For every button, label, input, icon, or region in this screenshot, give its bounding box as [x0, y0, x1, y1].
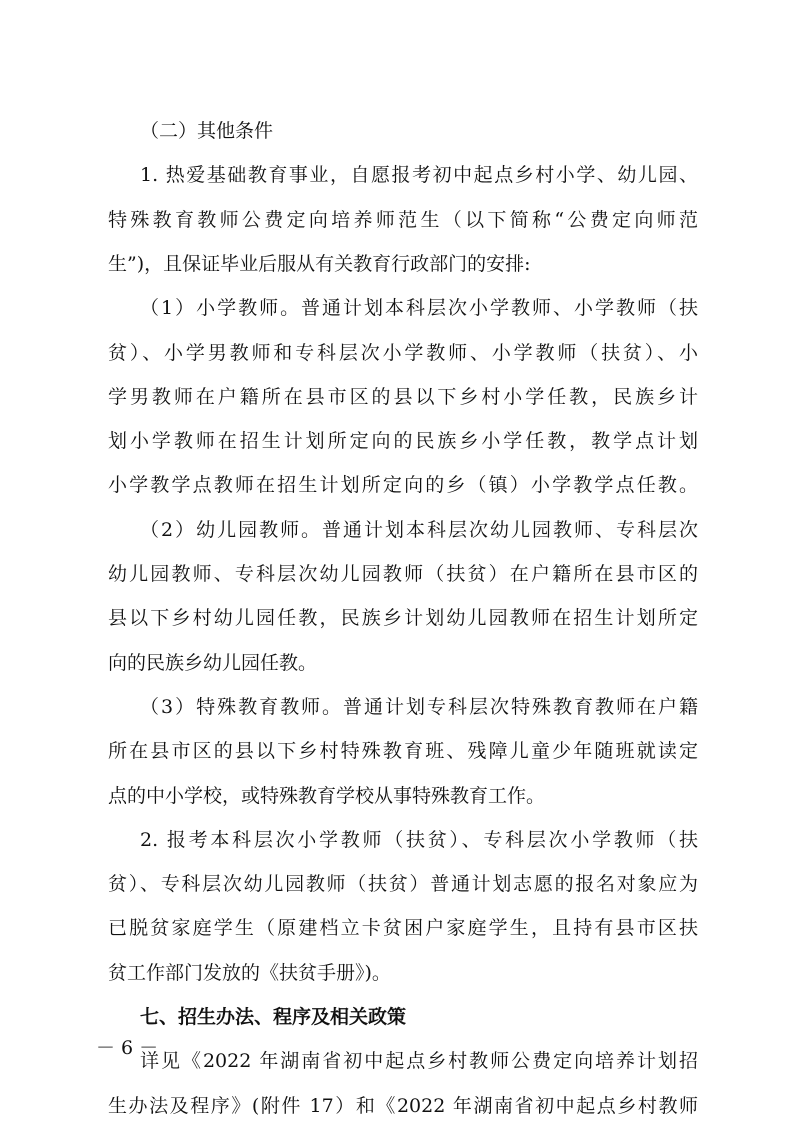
paragraph-line: 划小学教师在招生计划所定向的民族乡小学任教，教学点计划 — [108, 430, 698, 452]
paragraph-line: 特殊教育教师公费定向培养师范生（以下简称“公费定向师范 — [108, 209, 698, 231]
paragraph-line: 小学教学点教师在招生计划所定向的乡（镇）小学教学点任教。 — [108, 474, 698, 496]
paragraph-line: 点的中小学校，或特殊教育学校从事特殊教育工作。 — [108, 785, 546, 807]
paragraph-line: 向的民族乡幼儿园任教。 — [108, 652, 318, 674]
paragraph-line: 学男教师在户籍所在县市区的县以下乡村小学任教，民族乡计 — [108, 386, 698, 408]
paragraph-line: （1）小学教师。普通计划本科层次小学教师、小学教师（扶 — [140, 297, 698, 319]
paragraph-line: 已脱贫家庭学生（原建档立卡贫困户家庭学生，且持有县市区扶 — [108, 917, 698, 939]
paragraph-line: 详见《2022 年湖南省初中起点乡村教师公费定向培养计划招 — [140, 1050, 698, 1072]
paragraph-line: 1. 热爱基础教育事业，自愿报考初中起点乡村小学、幼儿园、 — [140, 164, 698, 186]
paragraph-line: 所在县市区的县以下乡村特殊教育班、残障儿童少年随班就读定 — [108, 740, 698, 762]
paragraph-line: 幼儿园教师、专科层次幼儿园教师（扶贫）在户籍所在县市区的 — [108, 563, 698, 585]
subsection-heading-other-conditions: （二）其他条件 — [140, 120, 274, 142]
paragraph-line: 2. 报考本科层次小学教师（扶贫）、专科层次小学教师（扶 — [140, 829, 698, 851]
paragraph-line: 贫）、专科层次幼儿园教师（扶贫）普通计划志愿的报名对象应为 — [108, 873, 698, 895]
paragraph-line: 贫工作部门发放的《扶贫手册》)。 — [108, 962, 391, 984]
paragraph-line: 县以下乡村幼儿园任教，民族乡计划幼儿园教师在招生计划所定 — [108, 607, 698, 629]
paragraph-line: （3）特殊教育教师。普通计划专科层次特殊教育教师在户籍 — [140, 696, 698, 718]
paragraph-line: 生”)，且保证毕业后服从有关教育行政部门的安排: — [108, 253, 531, 275]
paragraph-line: （2）幼儿园教师。普通计划本科层次幼儿园教师、专科层次 — [140, 519, 698, 541]
paragraph-line: 贫）、小学男教师和专科层次小学教师、小学教师（扶贫）、小 — [108, 342, 698, 364]
page-number: － 6 － — [96, 1037, 159, 1059]
paragraph-line: 生办法及程序》(附件 17）和《2022 年湖南省初中起点乡村教师 — [108, 1095, 698, 1117]
section-heading-admission-methods: 七、招生办法、程序及相关政策 — [140, 1006, 407, 1028]
